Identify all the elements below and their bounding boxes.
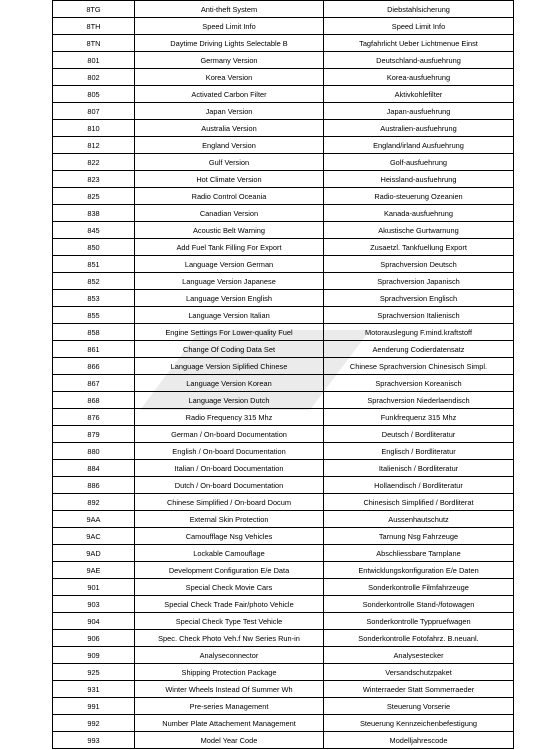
description-english-cell: Gulf Version: [135, 154, 324, 171]
description-english-cell: External Skin Protection: [135, 511, 324, 528]
option-code-cell: 8TH: [53, 18, 135, 35]
description-german-cell: Italienisch / Bordliteratur: [324, 460, 514, 477]
description-english-cell: Chinese Simplified / On-board Docum: [135, 494, 324, 511]
table-row: [53, 443, 514, 460]
description-german-cell: Sonderkontrolle Stand-/fotowagen: [324, 596, 514, 613]
description-english-cell: Engine Settings For Lower-quality Fuel: [135, 324, 324, 341]
option-code-cell: 807: [53, 103, 135, 120]
description-english-cell: Change Of Coding Data Set: [135, 341, 324, 358]
description-english-cell: Lockable Camouflage: [135, 545, 324, 562]
table-row: [53, 154, 514, 171]
description-english-cell: Language Version English: [135, 290, 324, 307]
description-german-cell: Winterraeder Statt Sommerraeder: [324, 681, 514, 698]
option-code-cell: 851: [53, 256, 135, 273]
description-english-cell: Language Version Japanese: [135, 273, 324, 290]
description-english-cell: Australia Version: [135, 120, 324, 137]
table-row: [53, 392, 514, 409]
option-code-cell: 823: [53, 171, 135, 188]
description-german-cell: Sprachversion Englisch: [324, 290, 514, 307]
description-english-cell: Language Version Dutch: [135, 392, 324, 409]
description-english-cell: Development Configuration E/e Data: [135, 562, 324, 579]
description-german-cell: Aussenhautschutz: [324, 511, 514, 528]
description-german-cell: Englisch / Bordliteratur: [324, 443, 514, 460]
option-code-cell: 852: [53, 273, 135, 290]
description-english-cell: Germany Version: [135, 52, 324, 69]
table-row: [53, 579, 514, 596]
description-german-cell: Abschliessbare Tarnplane: [324, 545, 514, 562]
option-code-cell: 9AA: [53, 511, 135, 528]
table-row: [53, 732, 514, 749]
description-english-cell: Number Plate Attachement Management: [135, 715, 324, 732]
description-english-cell: Speed Limit Info: [135, 18, 324, 35]
description-english-cell: Winter Wheels Instead Of Summer Wh: [135, 681, 324, 698]
description-german-cell: Chinesisch Simplified / Bordliterat: [324, 494, 514, 511]
option-code-cell: 838: [53, 205, 135, 222]
description-german-cell: Chinese Sprachversion Chinesisch Simpl.: [324, 358, 514, 375]
table-row: [53, 222, 514, 239]
description-german-cell: Radio-steuerung Ozeanien: [324, 188, 514, 205]
description-english-cell: Model Year Code: [135, 732, 324, 749]
table-row: [53, 18, 514, 35]
description-english-cell: Daytime Driving Lights Selectable B: [135, 35, 324, 52]
description-german-cell: Diebstahlsicherung: [324, 1, 514, 18]
table-row: [53, 613, 514, 630]
description-german-cell: Sprachversion Deutsch: [324, 256, 514, 273]
option-code-cell: 9AC: [53, 528, 135, 545]
option-code-cell: 880: [53, 443, 135, 460]
option-code-cell: 993: [53, 732, 135, 749]
description-german-cell: Sprachversion Koreanisch: [324, 375, 514, 392]
table-row: [53, 120, 514, 137]
description-english-cell: Pre-series Management: [135, 698, 324, 715]
description-german-cell: Sprachversion Niederlaendisch: [324, 392, 514, 409]
table-row: [53, 358, 514, 375]
table-row: [53, 307, 514, 324]
table-row: [53, 188, 514, 205]
option-code-cell: 853: [53, 290, 135, 307]
option-code-cell: 991: [53, 698, 135, 715]
option-code-cell: 845: [53, 222, 135, 239]
table-row: [53, 86, 514, 103]
option-code-cell: 903: [53, 596, 135, 613]
option-code-cell: 812: [53, 137, 135, 154]
table-row: [53, 273, 514, 290]
description-english-cell: Camoufflage Nsg Vehicles: [135, 528, 324, 545]
description-english-cell: Activated Carbon Filter: [135, 86, 324, 103]
option-code-cell: 8TG: [53, 1, 135, 18]
option-code-cell: 805: [53, 86, 135, 103]
table-row: [53, 630, 514, 647]
option-code-cell: 866: [53, 358, 135, 375]
description-german-cell: Zusaetzl. Tankfuellung Export: [324, 239, 514, 256]
description-german-cell: Deutsch / Bordliteratur: [324, 426, 514, 443]
option-codes-table: [52, 0, 514, 749]
description-english-cell: Hot Climate Version: [135, 171, 324, 188]
table-row: [53, 545, 514, 562]
table-row: [53, 256, 514, 273]
table-body: [53, 1, 514, 749]
table-row: [53, 562, 514, 579]
description-english-cell: Dutch / On-board Documentation: [135, 477, 324, 494]
description-german-cell: Akustische Gurtwarnung: [324, 222, 514, 239]
description-english-cell: Special Check Trade Fair/photo Vehicle: [135, 596, 324, 613]
table-row: [53, 511, 514, 528]
option-code-cell: 802: [53, 69, 135, 86]
table-row: [53, 647, 514, 664]
table-row: [53, 205, 514, 222]
option-code-cell: 904: [53, 613, 135, 630]
description-german-cell: Aenderung Codierdatensatz: [324, 341, 514, 358]
description-german-cell: Tagfahrlicht Ueber Lichtmenue Einst: [324, 35, 514, 52]
option-code-cell: 868: [53, 392, 135, 409]
description-german-cell: Steuerung Vorserie: [324, 698, 514, 715]
option-code-cell: 801: [53, 52, 135, 69]
table-row: [53, 103, 514, 120]
description-german-cell: Aktivkohlefilter: [324, 86, 514, 103]
table-row: [53, 715, 514, 732]
table-row: [53, 596, 514, 613]
option-code-cell: 909: [53, 647, 135, 664]
table-row: [53, 409, 514, 426]
table-row: [53, 664, 514, 681]
option-code-cell: 879: [53, 426, 135, 443]
description-german-cell: Sprachversion Italienisch: [324, 307, 514, 324]
description-english-cell: Radio Frequency 315 Mhz: [135, 409, 324, 426]
description-german-cell: Tarnung Nsg Fahrzeuge: [324, 528, 514, 545]
option-code-cell: 901: [53, 579, 135, 596]
description-german-cell: Versandschutzpaket: [324, 664, 514, 681]
description-german-cell: Sonderkontrolle Typpruefwagen: [324, 613, 514, 630]
option-code-cell: 906: [53, 630, 135, 647]
description-english-cell: Language Version Siplified Chinese: [135, 358, 324, 375]
option-code-cell: 825: [53, 188, 135, 205]
description-english-cell: Italian / On-board Documentation: [135, 460, 324, 477]
description-english-cell: Korea Version: [135, 69, 324, 86]
description-english-cell: Anti-theft System: [135, 1, 324, 18]
description-english-cell: Language Version Korean: [135, 375, 324, 392]
table-row: [53, 528, 514, 545]
description-english-cell: Acoustic Belt Warning: [135, 222, 324, 239]
table-row: [53, 341, 514, 358]
option-code-cell: 850: [53, 239, 135, 256]
table-row: [53, 375, 514, 392]
description-english-cell: Japan Version: [135, 103, 324, 120]
option-code-cell: 886: [53, 477, 135, 494]
table-row: [53, 69, 514, 86]
description-english-cell: English / On-board Documentation: [135, 443, 324, 460]
description-english-cell: German / On-board Documentation: [135, 426, 324, 443]
description-english-cell: Canadian Version: [135, 205, 324, 222]
description-german-cell: Heissland-ausfuehrung: [324, 171, 514, 188]
description-english-cell: Language Version Italian: [135, 307, 324, 324]
option-code-cell: 858: [53, 324, 135, 341]
option-code-cell: 867: [53, 375, 135, 392]
table-row: [53, 290, 514, 307]
option-code-cell: 884: [53, 460, 135, 477]
table-row: [53, 52, 514, 69]
option-code-cell: 810: [53, 120, 135, 137]
table-row: [53, 1, 514, 18]
option-code-cell: 9AD: [53, 545, 135, 562]
description-german-cell: England/irland Ausfuehrung: [324, 137, 514, 154]
option-code-cell: 8TN: [53, 35, 135, 52]
table-row: [53, 460, 514, 477]
option-code-cell: 925: [53, 664, 135, 681]
table-row: [53, 681, 514, 698]
table-row: [53, 137, 514, 154]
description-german-cell: Hollaendisch / Bordliteratur: [324, 477, 514, 494]
description-english-cell: Language Version German: [135, 256, 324, 273]
option-code-cell: 855: [53, 307, 135, 324]
option-code-cell: 876: [53, 409, 135, 426]
description-german-cell: Australien-ausfuehrung: [324, 120, 514, 137]
description-german-cell: Entwicklungskonfiguration E/e Daten: [324, 562, 514, 579]
table-row: [53, 426, 514, 443]
description-german-cell: Japan-ausfuehrung: [324, 103, 514, 120]
description-german-cell: Sonderkontrolle Fotofahrz. B.neuanl.: [324, 630, 514, 647]
table-row: [53, 35, 514, 52]
description-english-cell: Analyseconnector: [135, 647, 324, 664]
description-german-cell: Speed Limit Info: [324, 18, 514, 35]
description-german-cell: Motorauslegung F.mind.kraftstoff: [324, 324, 514, 341]
option-code-cell: 931: [53, 681, 135, 698]
description-german-cell: Deutschland-ausfuehrung: [324, 52, 514, 69]
description-german-cell: Steuerung Kennzeichenbefestigung: [324, 715, 514, 732]
option-code-cell: 892: [53, 494, 135, 511]
description-german-cell: Kanada-ausfuehrung: [324, 205, 514, 222]
option-code-cell: 992: [53, 715, 135, 732]
description-german-cell: Sprachversion Japanisch: [324, 273, 514, 290]
table-row: [53, 494, 514, 511]
description-english-cell: Radio Control Oceania: [135, 188, 324, 205]
table-row: [53, 324, 514, 341]
description-german-cell: Korea-ausfuehrung: [324, 69, 514, 86]
table-row: [53, 698, 514, 715]
option-code-cell: 822: [53, 154, 135, 171]
description-english-cell: Add Fuel Tank Filling For Export: [135, 239, 324, 256]
description-english-cell: Special Check Type Test Vehicle: [135, 613, 324, 630]
description-german-cell: Modelljahrescode: [324, 732, 514, 749]
description-german-cell: Funkfrequenz 315 Mhz: [324, 409, 514, 426]
description-german-cell: Analysestecker: [324, 647, 514, 664]
option-code-cell: 9AE: [53, 562, 135, 579]
table-row: [53, 477, 514, 494]
option-code-cell: 861: [53, 341, 135, 358]
table-row: [53, 171, 514, 188]
description-english-cell: Shipping Protection Package: [135, 664, 324, 681]
description-english-cell: Spec. Check Photo Veh.f Nw Series Run-in: [135, 630, 324, 647]
description-german-cell: Golf-ausfuehrung: [324, 154, 514, 171]
description-english-cell: England Version: [135, 137, 324, 154]
table-row: [53, 239, 514, 256]
description-english-cell: Special Check Movie Cars: [135, 579, 324, 596]
description-german-cell: Sonderkontrolle Filmfahrzeuge: [324, 579, 514, 596]
